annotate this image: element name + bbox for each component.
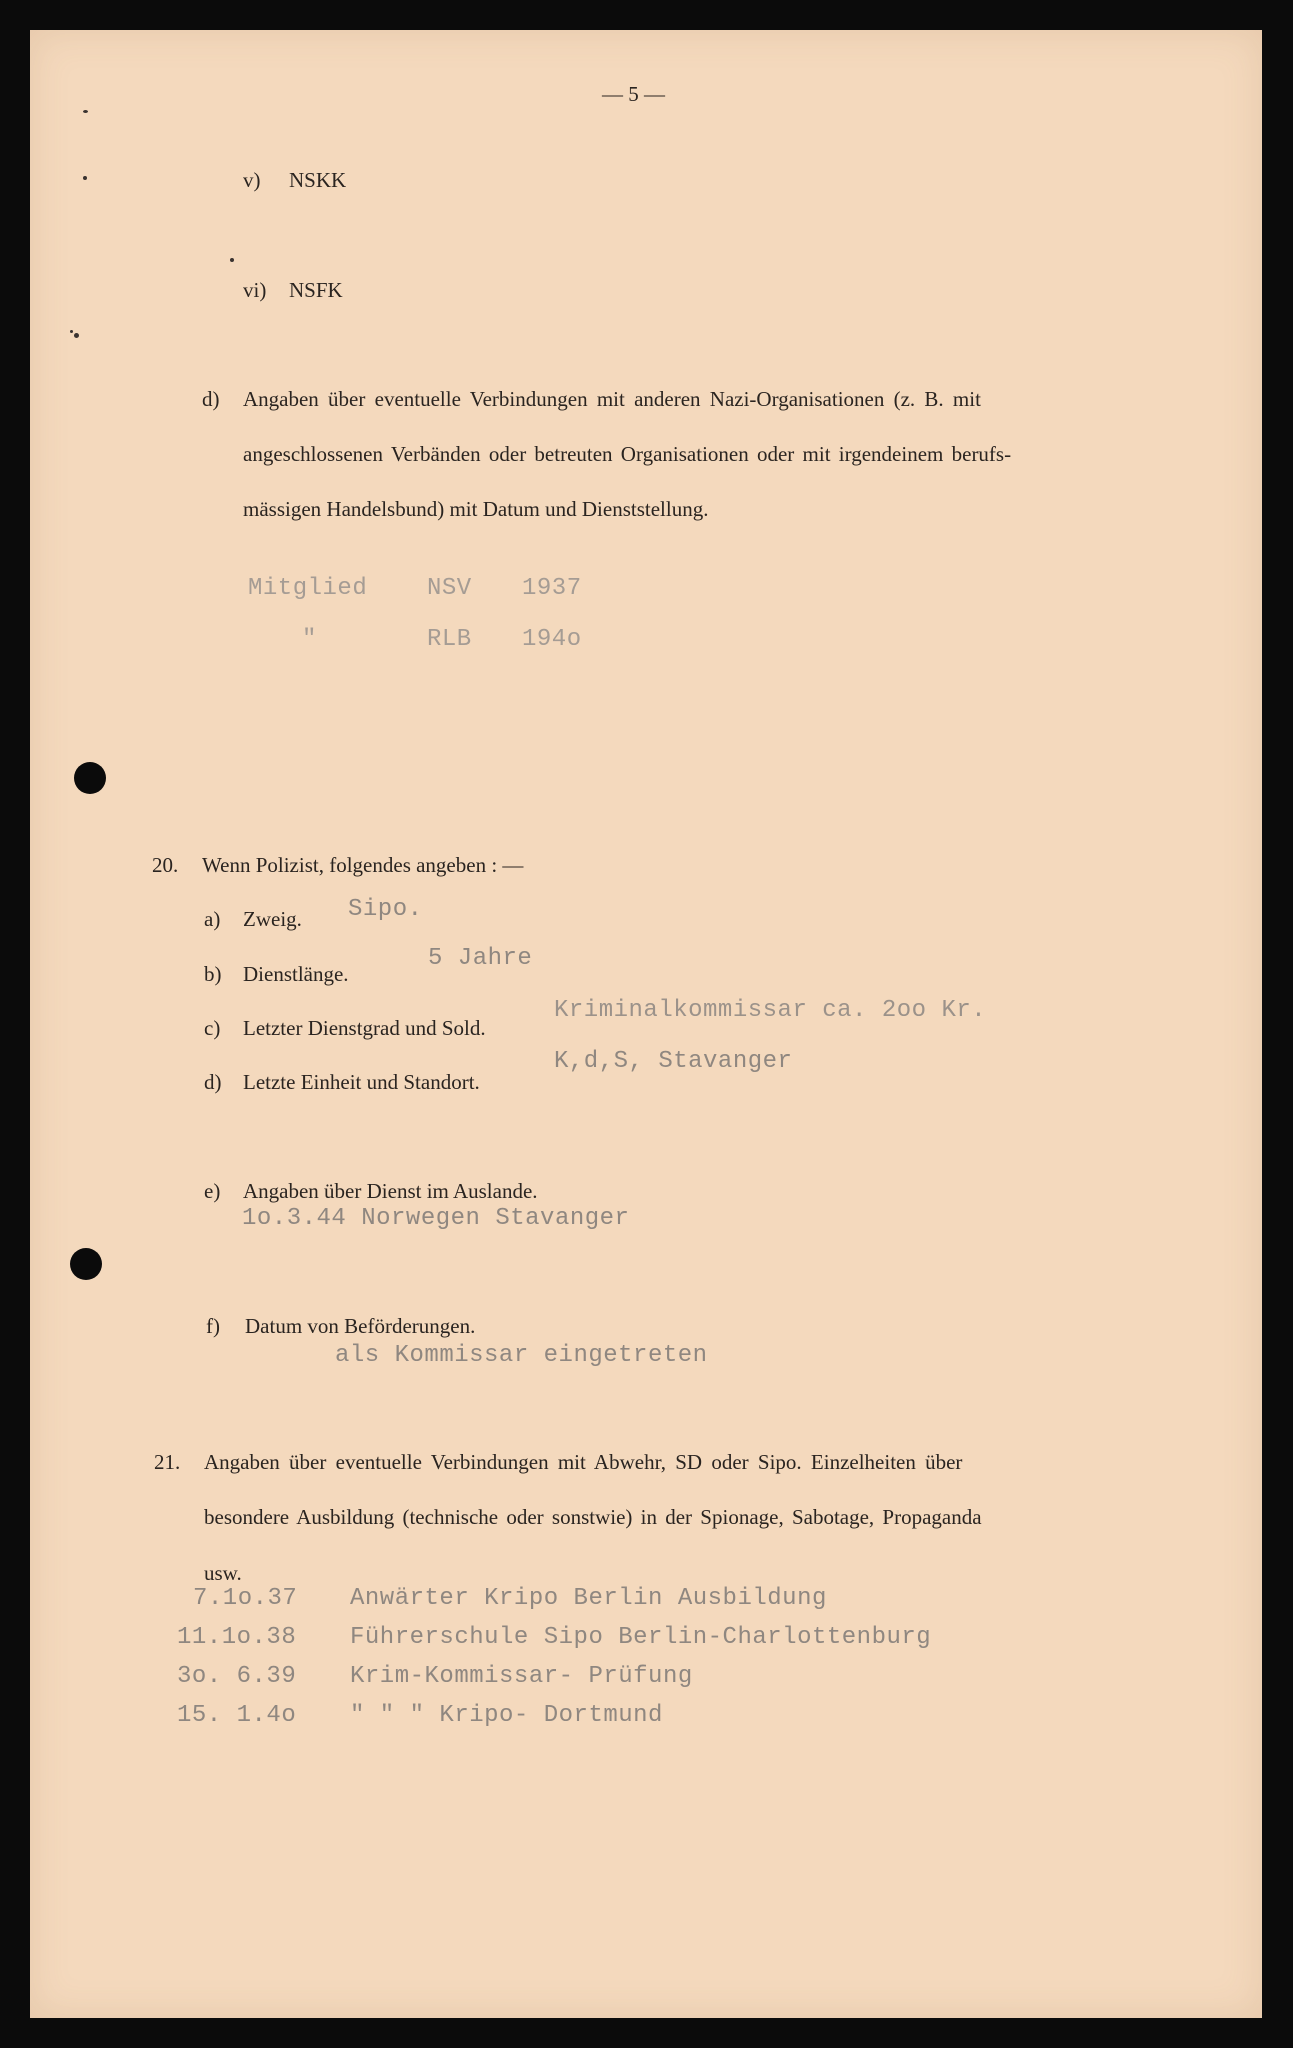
d-answer-1-org: NSV: [427, 575, 472, 602]
q21-entry-4-text: " " " Kripo- Dortmund: [350, 1702, 663, 1729]
document-page: [30, 30, 1262, 2018]
q20-d-label: d): [204, 1070, 222, 1094]
q20-c-label: c): [204, 1016, 221, 1040]
q20-title: Wenn Polizist, folgendes angeben : —: [202, 853, 524, 877]
q20-e-label: e): [204, 1179, 221, 1203]
d-answer-1-org-label: Mitglied: [248, 575, 368, 602]
d-answer-2-year: 194o: [522, 626, 582, 653]
q20-c-text: Letzter Dienstgrad und Sold.: [243, 1016, 486, 1040]
q20-d-answer: K,d,S, Stavanger: [554, 1048, 793, 1075]
q20-e-answer: 1o.3.44 Norwegen Stavanger: [242, 1205, 630, 1232]
d-answer-1-year: 1937: [522, 575, 582, 602]
q20-d-text: Letzte Einheit und Standort.: [243, 1070, 480, 1094]
q21-entry-3-text: Krim-Kommissar- Prüfung: [350, 1663, 693, 1690]
q20-b-text: Dienstlänge.: [243, 962, 349, 986]
q21-entry-2-text: Führerschule Sipo Berlin-Charlottenburg: [350, 1624, 932, 1651]
d-answer-2-org: RLB: [427, 626, 472, 653]
paper-speck: [230, 258, 234, 262]
q20-a-answer: Sipo.: [348, 896, 423, 923]
d-answer-2-ditto: ": [302, 626, 317, 653]
paper-speck: [83, 176, 87, 180]
q20-f-label: f): [206, 1314, 220, 1338]
punch-hole-top: [74, 762, 106, 794]
page-number: — 5 —: [602, 82, 665, 106]
q20-b-answer: 5 Jahre: [428, 945, 533, 972]
item-v-label: v): [243, 168, 261, 192]
paper-speck: [83, 110, 88, 113]
q20-f-answer: als Kommissar eingetreten: [335, 1342, 708, 1369]
item-d-line1: Angaben über eventuelle Verbindungen mit anderen Nazi-Organisationen (z. B. mit: [243, 387, 981, 411]
item-d-line3: mässigen Handelsbund) mit Datum und Dienststellung.: [243, 497, 709, 521]
item-vi-text: NSFK: [289, 278, 343, 302]
q21-number: 21.: [154, 1450, 181, 1474]
q20-c-answer: Kriminalkommissar ca. 2oo Kr.: [554, 997, 987, 1024]
q21-entry-1-text: Anwärter Kripo Berlin Ausbildung: [350, 1585, 827, 1612]
q21-line3: usw.: [204, 1561, 242, 1585]
q20-a-text: Zweig.: [243, 907, 302, 931]
q21-entry-2-date: 11.1o.38: [177, 1624, 297, 1651]
paper-speck: [74, 333, 79, 338]
q20-f-text: Datum von Beförderungen.: [245, 1314, 476, 1338]
item-d-line2: angeschlossenen Verbänden oder betreuten Organisationen oder mit irgendeinem berufs-: [243, 442, 1012, 466]
q20-e-text: Angaben über Dienst im Auslande.: [243, 1179, 538, 1203]
item-d-label: d): [202, 387, 220, 411]
item-vi-label: vi): [243, 278, 267, 302]
q20-number: 20.: [152, 853, 179, 877]
q21-entry-1-date: 7.1o.37: [193, 1585, 298, 1612]
paper-speck: [70, 330, 73, 333]
q21-line2: besondere Ausbildung (technische oder sonstwie) in der Spionage, Sabotage, Propaganda: [204, 1505, 982, 1529]
punch-hole-bottom: [70, 1248, 102, 1280]
q21-entry-3-date: 3o. 6.39: [177, 1663, 297, 1690]
q21-line1: Angaben über eventuelle Verbindungen mit Abwehr, SD oder Sipo. Einzelheiten über: [204, 1450, 963, 1474]
q20-a-label: a): [204, 907, 221, 931]
q21-entry-4-date: 15. 1.4o: [177, 1702, 297, 1729]
item-v-text: NSKK: [289, 168, 347, 192]
q20-b-label: b): [204, 962, 222, 986]
